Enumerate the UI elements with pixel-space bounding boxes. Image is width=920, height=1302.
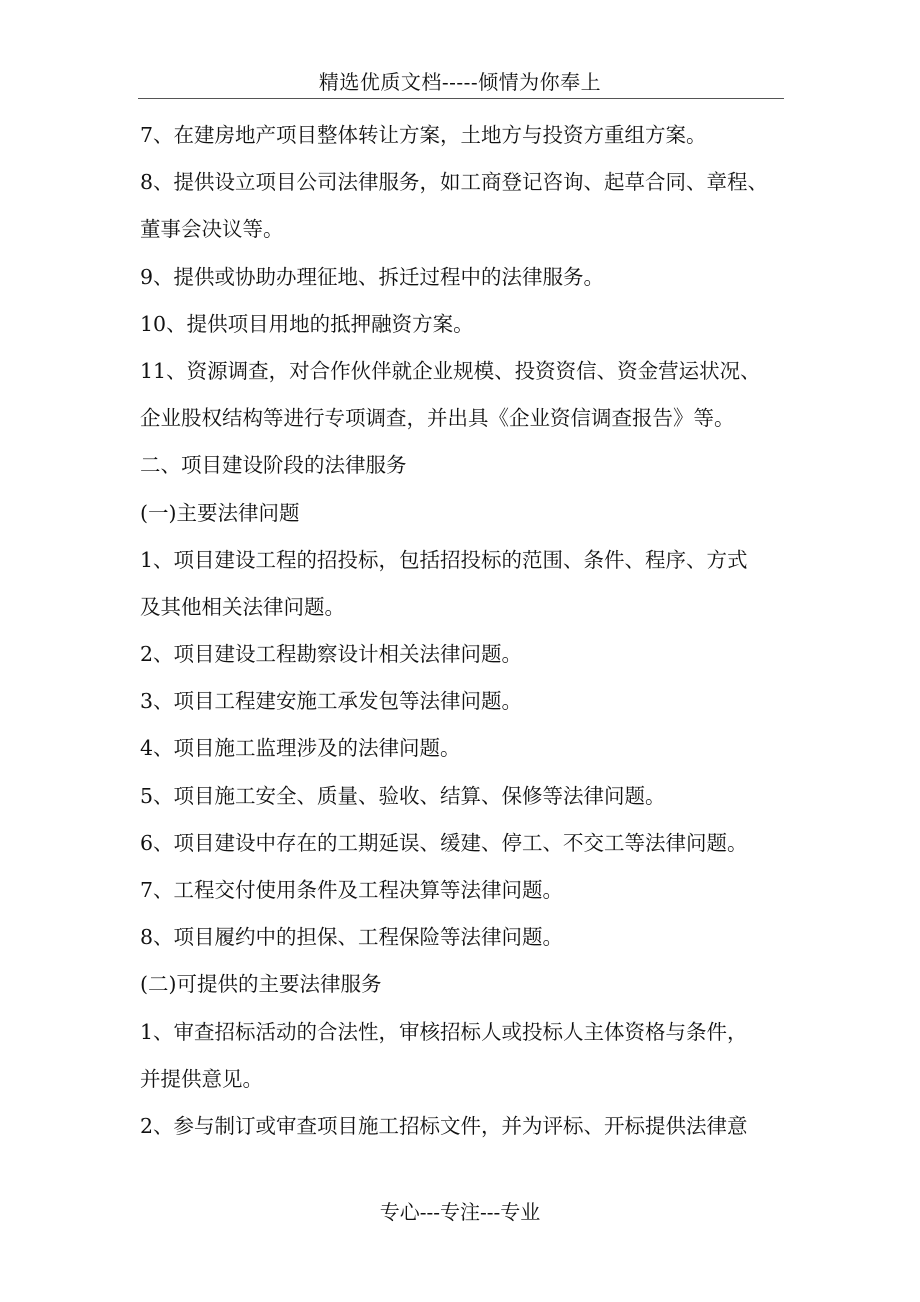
text-line: 8、提供设立项目公司法律服务，如工商登记咨询、起草合同、章程、 (140, 170, 769, 195)
text-line: 企业股权结构等进行专项调查，并出具《企业资信调查报告》等。 (140, 406, 735, 431)
text-line: 董事会决议等。 (140, 217, 284, 242)
text-line: 并提供意见。 (140, 1066, 263, 1091)
text-line: 2、参与制订或审查项目施工招标文件，并为评标、开标提供法律意 (140, 1113, 748, 1138)
text-line: 3、项目工程建安施工承发包等法律问题。 (140, 689, 523, 714)
text-line: 8、项目履约中的担保、工程保险等法律问题。 (140, 925, 564, 950)
text-line: 二、项目建设阶段的法律服务 (140, 453, 407, 478)
text-line: 10、提供项目用地的抵押融资方案。 (140, 311, 474, 336)
page-footer: 专心---专注---专业 (379, 1200, 541, 1224)
text-line: 11、资源调查，对合作伙伴就企业规模、投资资信、资金营运状况、 (140, 358, 761, 383)
text-line: 4、项目施工监理涉及的法律问题。 (140, 736, 461, 761)
text-line: 及其他相关法律问题。 (140, 594, 345, 619)
text-line: 7、在建房地产项目整体转让方案，土地方与投资方重组方案。 (140, 123, 707, 147)
text-line: (一)主要法律问题 (140, 500, 300, 525)
page-header: 精选优质文档-----倾情为你奉上 (318, 70, 602, 94)
text-line: 5、项目施工安全、质量、验收、结算、保修等法律问题。 (140, 783, 666, 808)
text-line: 2、项目建设工程勘察设计相关法律问题。 (140, 642, 523, 667)
text-line: 9、提供或协助办理征地、拆迁过程中的法律服务。 (140, 264, 605, 289)
text-line: 1、审查招标活动的合法性，审核招标人或投标人主体资格与条件， (140, 1019, 748, 1044)
text-line: (二)可提供的主要法律服务 (140, 972, 382, 997)
header-divider (138, 98, 784, 99)
text-line: 7、工程交付使用条件及工程决算等法律问题。 (140, 878, 564, 902)
document-body (140, 112, 790, 1150)
text-line: 1、项目建设工程的招投标，包括招投标的范围、条件、程序、方式 (140, 547, 748, 572)
text-line: 6、项目建设中存在的工期延误、缓建、停工、不交工等法律问题。 (140, 830, 748, 855)
